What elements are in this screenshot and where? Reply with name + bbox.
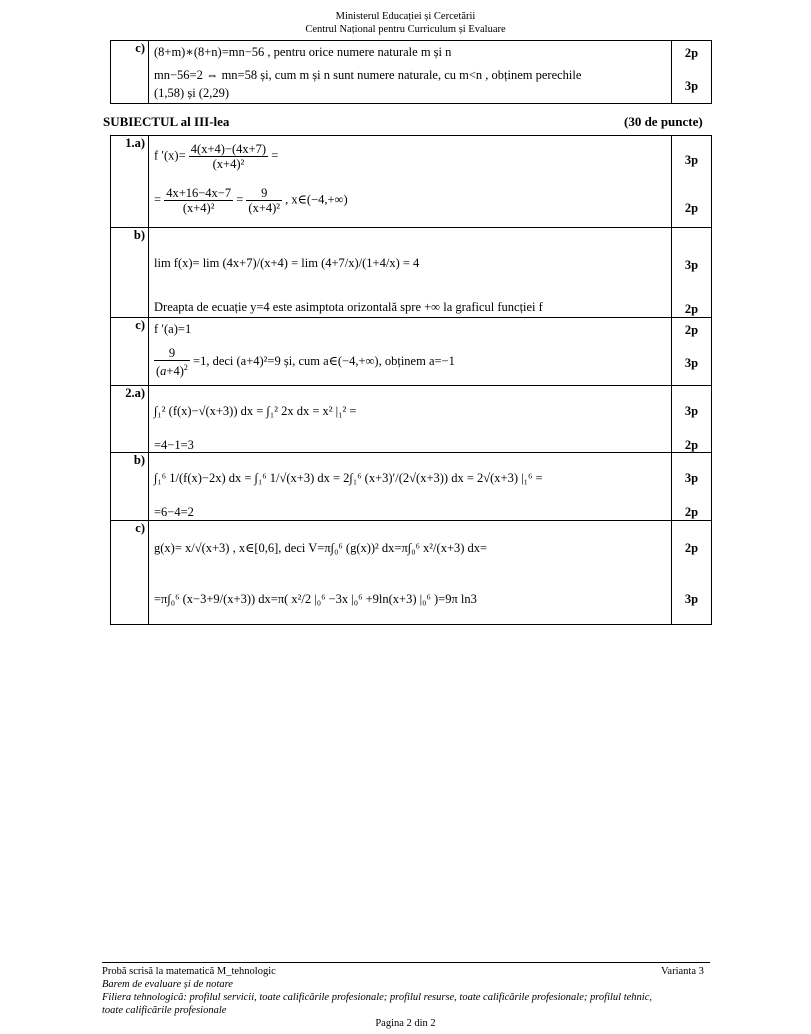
limit-line: lim f(x)= lim (4x+7)/(x+4) = lim (4+7/x)/(1+4/x) = 4 [154, 256, 420, 270]
item-content: g(x)= x/√(x+3) , x∈[0,6], deci V=π∫₀⁶ (g(x))² dx=π∫₀⁶ x²/(x+3) dx= =π∫₀⁶ (x−3+9/(x+3)) dx=π( x²/2 |₀⁶ −3x |₀⁶ +9ln(x+3) |₀⁶ )=9π ln3 [149, 521, 672, 625]
footer-divider [102, 962, 710, 963]
item-points: 2p 3p [672, 521, 712, 625]
table-row [111, 386, 712, 453]
table-row [111, 521, 712, 625]
item-points: 3p 2p [672, 136, 712, 228]
section-title: SUBIECTUL al III-lea [103, 114, 230, 129]
item-content: f ′(a)=1 $\frac{9}{(a+4)^2}$ =1, deci (a+4)²=9 și, cum a∈(−4,+∞), obținem a=−1 [149, 318, 672, 386]
item-points: 3p 2p [672, 228, 712, 318]
footer-line2: Barem de evaluare și de notare [102, 979, 233, 990]
item-content: f ′(x)= $\frac{4(x+4)-(4x+7)}{\text{(x+4)²}}$ = = $\frac{4x+16-4x-7}{\text{(x+4)²}}$ = $\frac{9}{\text{(x+4)²}}$ , x∈(−4,+∞) [149, 136, 672, 228]
prev-part-table [110, 40, 712, 104]
table-row [111, 453, 712, 521]
prev-line3: (1,58) și (2,29) [154, 86, 229, 100]
points: 2p [684, 46, 699, 60]
item-content [149, 41, 672, 104]
item-content: ∫₁⁶ 1/(f(x)−2x) dx = ∫₁⁶ 1/√(x+3) dx = 2∫₁⁶ (x+3)′/(2√(x+3)) dx = 2√(x+3) |₁⁶ = =6−4=2 [149, 453, 672, 521]
item-label: c) [111, 318, 149, 386]
item-points [672, 41, 712, 104]
table-row [111, 136, 712, 228]
item-content [149, 228, 672, 318]
header-center: Centrul Național pentru Curriculum și Evaluare [305, 24, 506, 35]
asymptote-text: Dreapta de ecuație y=4 este asimptota orizontală spre +∞ la graficul funcției f [154, 300, 543, 314]
header-ministry: Ministerul Educației și Cercetării [335, 11, 476, 22]
item-points: 3p 2p [672, 386, 712, 453]
math-text: f ′(x)= [154, 148, 186, 163]
item-label: b) [111, 453, 149, 521]
fraction: $\frac{9}{\text{(x+4)²}}$ [248, 186, 281, 215]
item-label: 1.a) [111, 136, 149, 228]
item-label: b) [111, 228, 149, 318]
item-points: 2p 3p [672, 318, 712, 386]
points: 3p [684, 79, 699, 93]
fraction: $\frac{4(x+4)-(4x+7)}{\text{(x+4)²}}$ [190, 142, 267, 171]
footer-line3: Filiera tehnologică: profilul servicii, toate calificările profesionale; profilul resurse, toate calificările profesionale; profilul tehnic, [102, 992, 652, 1003]
footer-line4: toate calificările profesionale [102, 1005, 227, 1016]
prev-line1: (8+m)∗(8+n)=mn−56 , pentru orice numere naturale m și n [154, 45, 452, 59]
table-row [111, 228, 712, 318]
prev-line2: mn−56=2 ⇔ mn=58 și, cum m și n sunt numere naturale, cu m<n , obținem perechile [154, 68, 582, 82]
fraction: $\frac{9}{(a+4)^2}$ [156, 346, 188, 379]
table-row [111, 318, 712, 386]
fraction: $\frac{4x+16-4x-7}{\text{(x+4)²}}$ [166, 186, 232, 215]
item-label: c) [111, 521, 149, 625]
footer-variant: Varianta 3 [661, 966, 704, 977]
item-content: ∫₁² (f(x)−√(x+3)) dx = ∫₁² 2x dx = x² |₁² = =4−1=3 [149, 386, 672, 453]
grading-table [110, 135, 712, 625]
item-points: 3p 2p [672, 453, 712, 521]
item-label: c) [111, 41, 149, 104]
footer-line1: Probă scrisă la matematică M_tehnologic [102, 966, 276, 977]
section-score: (30 de puncte) [624, 114, 703, 129]
footer-page: Pagina 2 din 2 [375, 1018, 436, 1029]
item-label: 2.a) [111, 386, 149, 453]
